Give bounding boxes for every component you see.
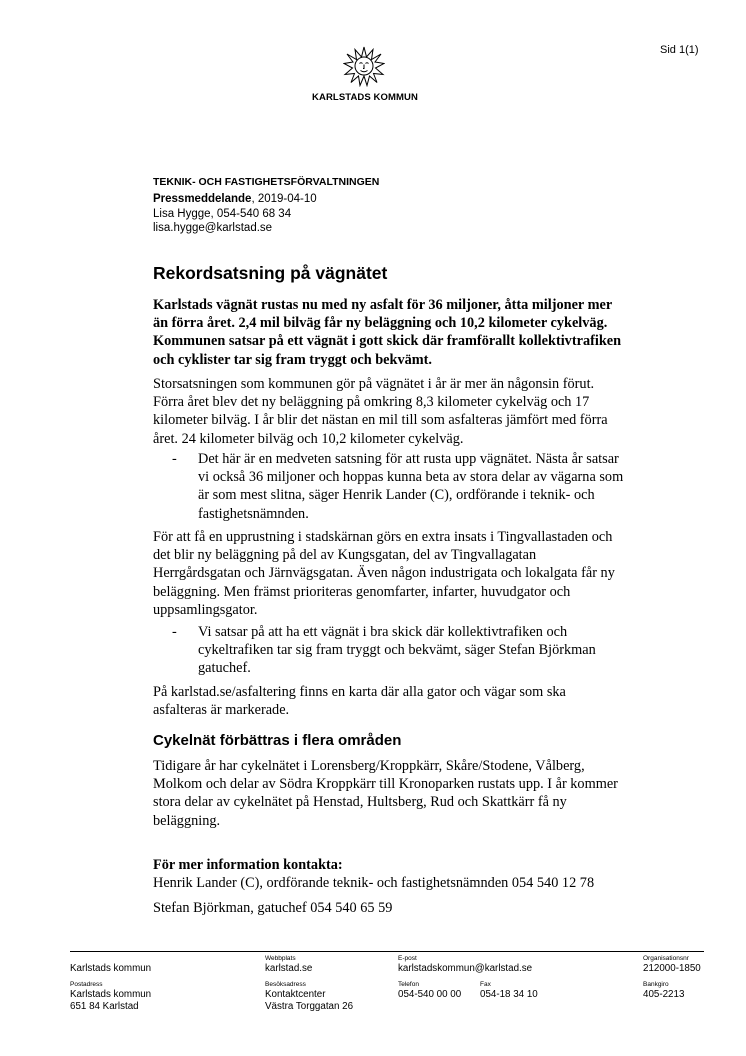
body-paragraph: På karlstad.se/asfaltering finns en karta där alla gator och vägar som ska asfalteras är markerade. xyxy=(153,684,566,719)
footer-web-label: Webbplats xyxy=(265,955,296,962)
more-info-heading: För mer information kontakta: xyxy=(153,857,343,873)
footer-post-line: Karlstads kommun xyxy=(70,989,152,1000)
bullet-text: Det här är en medveten satsning för att rusta upp vägnätet. Nästa år satsar vi också 36 miljoner och hoppas kunna beta av stora delar av vägarna som är som mest slitna, säger Henrik Lander (C), ordförande i teknik- och fastighetsnämnden. xyxy=(198,451,624,522)
footer-visit-line: Kontaktcenter xyxy=(265,989,326,1000)
page-number: Sid 1(1) xyxy=(660,44,699,56)
contact-name: Lisa Hygge, 054-540 68 34 xyxy=(153,208,292,220)
bullet-dash: - xyxy=(172,624,177,640)
org-name: KARLSTADS KOMMUN xyxy=(312,92,418,103)
footer-phone-label: Telefon xyxy=(398,981,419,988)
body-paragraph: För att få en upprustning i stadskärnan görs en extra insats i Tingvallastaden och det blir ny beläggning på del av Kungsgatan, del av Tingvallagatan Herrgårdsgatan och Järnvägsgatan. Även någon industrigata och lokalgata får ny beläggning. Men främst prioriteras genomfarter, infarter, huvudgator och uppsamlingsgator. xyxy=(153,529,615,618)
bullet-dash: - xyxy=(172,451,177,467)
body-paragraph: Storsatsningen som kommunen gör på vägnätet i år är mer än någonsin förut. Förra året blev det ny beläggning på omkring 8,3 kilometer cykelväg och 17 kilometer bilväg. I år blir det nästan en mil till som asfalteras jämfört med förra året. 24 kilometer bilväg och 10,2 kilometer cykelväg. xyxy=(153,376,608,447)
more-info-contact: Stefan Björkman, gatuchef 054 540 65 59 xyxy=(153,900,393,916)
footer-post-line: 651 84 Karlstad xyxy=(70,1001,139,1012)
press-line xyxy=(153,192,317,206)
footer-web: karlstad.se xyxy=(265,963,313,974)
contact-email: lisa.hygge@karlstad.se xyxy=(153,222,273,234)
sun-face-icon xyxy=(343,45,385,87)
footer-divider xyxy=(70,951,704,952)
footer-visit-line: Västra Torggatan 26 xyxy=(265,1001,354,1012)
page-title: Rekordsatsning på vägnätet xyxy=(153,263,388,283)
department-name: TEKNIK- OCH FASTIGHETSFÖRVALTNINGEN xyxy=(153,176,380,188)
doc-type: Pressmeddelande xyxy=(153,193,252,205)
body-paragraph: Tidigare år har cykelnätet i Lorensberg/Kroppkärr, Skåre/Stodene, Vålberg, Molkom och delar av Södra Kroppkärr till Kronoparken rustats upp. I år kommer stora delar av cykelnätet på Henstad, Hultsberg, Rud och Skattkärr få ny beläggning. xyxy=(153,758,618,829)
press-date: , 2019-04-10 xyxy=(251,193,317,205)
footer-orgnr: 212000-1850 xyxy=(643,963,701,974)
footer-fax-label: Fax xyxy=(480,981,491,988)
bullet-text: Vi satsar på att ha ett vägnät i bra skick där kollektivtrafiken och cykeltrafiken tar sig fram tryggt och bekvämt, säger Stefan Björkman gatuchef. xyxy=(198,624,596,677)
footer-bank-label: Bankgiro xyxy=(643,981,669,988)
footer-email: karlstadskommun@karlstad.se xyxy=(398,963,533,974)
lead-paragraph: Karlstads vägnät rustas nu med ny asfalt för 36 miljoner, åtta miljoner mer än förra året. 2,4 mil bilväg får ny beläggning och 10,2 kilometer cykelväg. Kommunen satsar på ett vägnät i gott skick där framförallt kollektivtrafiken och cyklister tar sig fram tryggt och bekvämt. xyxy=(153,297,622,368)
footer-orgnr-label: Organisationsnr xyxy=(643,955,689,962)
footer-post-label: Postadress xyxy=(70,981,103,988)
footer-bank: 405-2213 xyxy=(643,989,685,1000)
more-info-contact: Henrik Lander (C), ordförande teknik- och fastighetsnämnden 054 540 12 78 xyxy=(153,875,595,891)
footer-email-label: E-post xyxy=(398,955,417,962)
footer-org-name: Karlstads kommun xyxy=(70,963,152,974)
footer-fax: 054-18 34 10 xyxy=(480,989,538,1000)
footer-phone: 054-540 00 00 xyxy=(398,989,462,1000)
section-heading: Cykelnät förbättras i flera områden xyxy=(153,732,402,749)
footer-visit-label: Besöksadress xyxy=(265,981,306,988)
